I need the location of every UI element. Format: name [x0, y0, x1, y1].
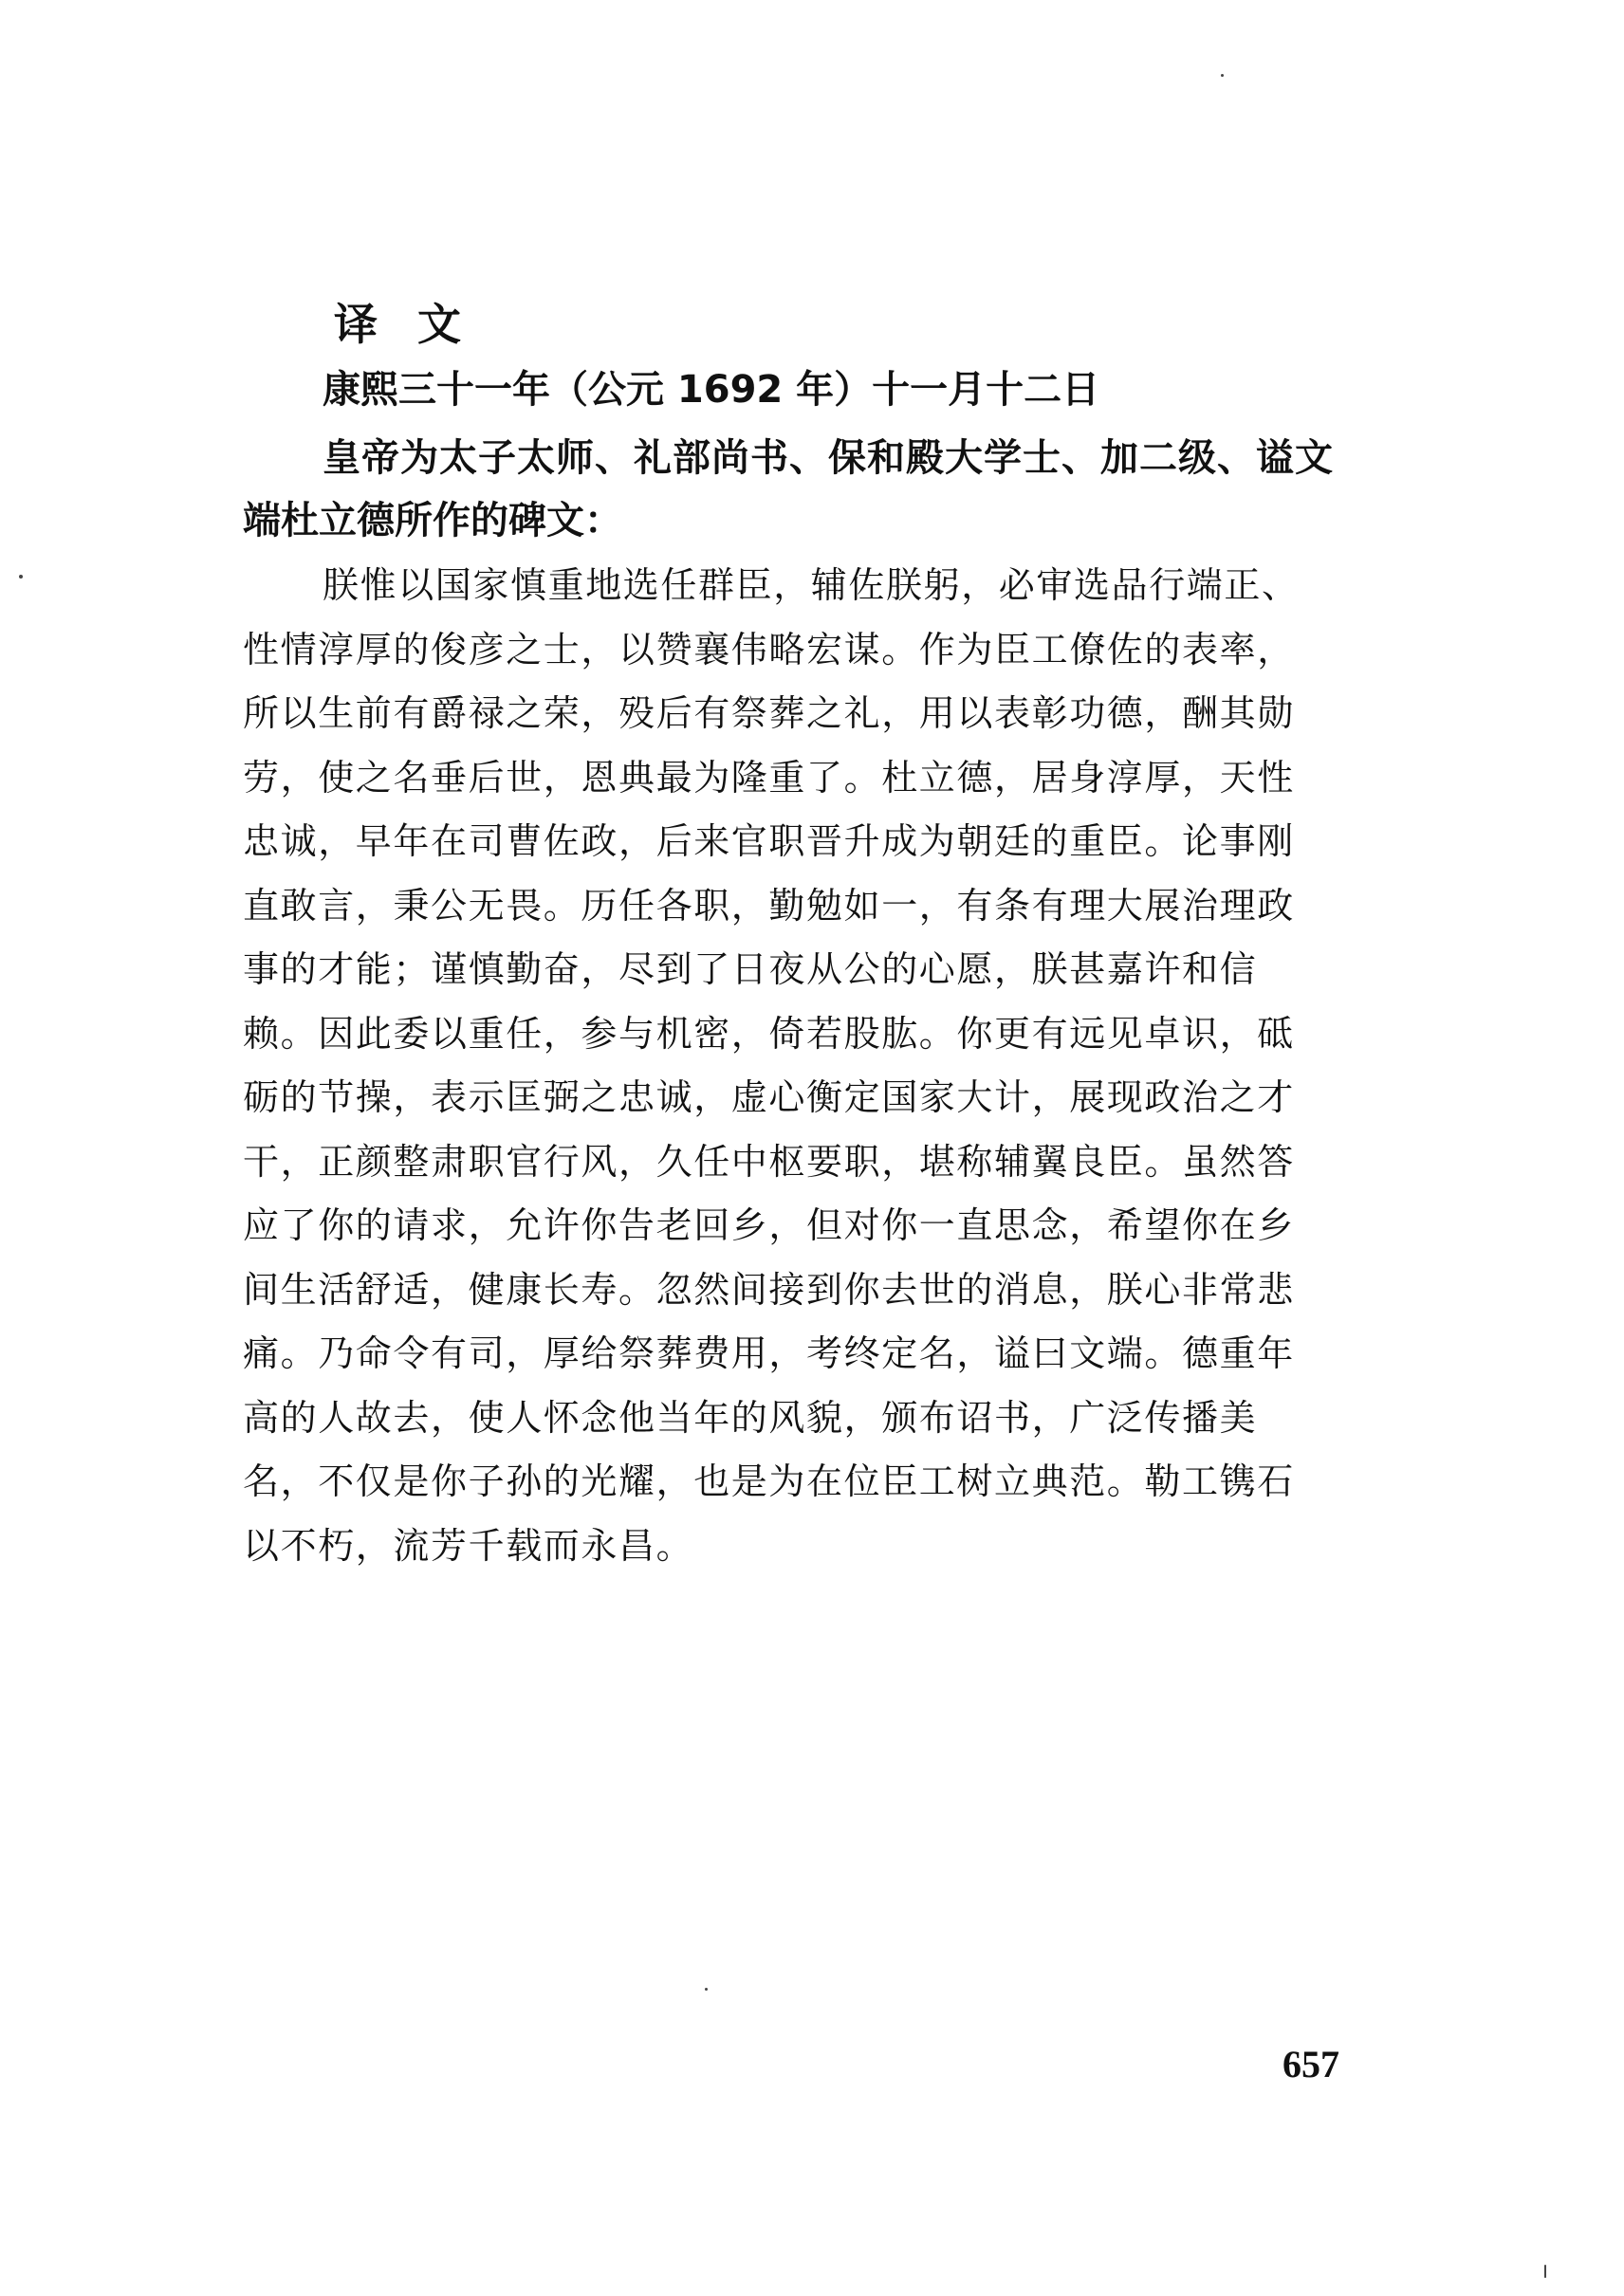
body-line: 所以生前有爵禄之荣，殁后有祭葬之礼，用以表彰功德，酬其勋 — [243, 692, 1295, 734]
body-line: 应了你的请求，允许你告老回乡，但对你一直思念，希望你在乡 — [243, 1204, 1295, 1246]
inscription-heading — [243, 427, 1400, 552]
body-line: 事的才能；谨慎勤奋，尽到了日夜从公的心愿，朕甚嘉许和信 — [243, 948, 1258, 990]
scan-speck — [705, 1988, 708, 1991]
page-number: 657 — [1283, 2043, 1339, 2085]
date-line: 康熙三十一年（公元 1692 年）十一月十二日 — [323, 368, 1100, 412]
body-line: 痛。乃命令有司，厚给祭葬费用，考终定名，谥曰文端。德重年 — [243, 1332, 1295, 1374]
section-title: 译文 — [334, 299, 501, 350]
body-line: 高的人故去，使人怀念他当年的风貌，颁布诏书，广泛传播美 — [243, 1396, 1258, 1439]
body-line: 性情淳厚的俊彦之士，以赞襄伟略宏谋。作为臣工僚佐的表率， — [243, 628, 1295, 670]
body-line: 砺的节操，表示匡弼之忠诚，虚心衡定国家大计，展现政治之才 — [243, 1076, 1295, 1118]
body-line: 忠诚，早年在司曹佐政，后来官职晋升成为朝廷的重臣。论事刚 — [243, 820, 1295, 862]
heading-line: 皇帝为太子太师、礼部尚书、保和殿大学士、加二级、谥文 — [323, 436, 1334, 480]
scan-speck — [1221, 74, 1224, 77]
body-line: 间生活舒适，健康长寿。忽然间接到你去世的消息，朕心非常悲 — [243, 1268, 1295, 1311]
body-line: 赖。因此委以重任，参与机密，倚若股肱。你更有远见卓识，砥 — [243, 1012, 1295, 1055]
body-line: 以不朽，流芳千载而永昌。 — [243, 1524, 694, 1567]
body-line: 劳，使之名垂后世，恩典最为隆重了。杜立德，居身淳厚，天性 — [243, 756, 1295, 799]
scan-speck — [1544, 2265, 1546, 2278]
body-line: 干，正颜整肃职官行风，久任中枢要职，堪称辅翼良臣。虽然答 — [243, 1140, 1295, 1183]
heading-line: 端杜立德所作的碑文： — [243, 499, 622, 542]
body-line: 名，不仅是你子孙的光耀，也是为在位臣工树立典范。勒工镌石 — [243, 1460, 1295, 1502]
translation-body — [243, 554, 1410, 1578]
scan-speck — [19, 575, 23, 579]
body-line: 朕惟以国家慎重地选任群臣，辅佐朕躬，必审选品行端正、 — [323, 564, 1300, 606]
body-line: 直敢言，秉公无畏。历任各职，勤勉如一，有条有理大展治理政 — [243, 884, 1295, 927]
